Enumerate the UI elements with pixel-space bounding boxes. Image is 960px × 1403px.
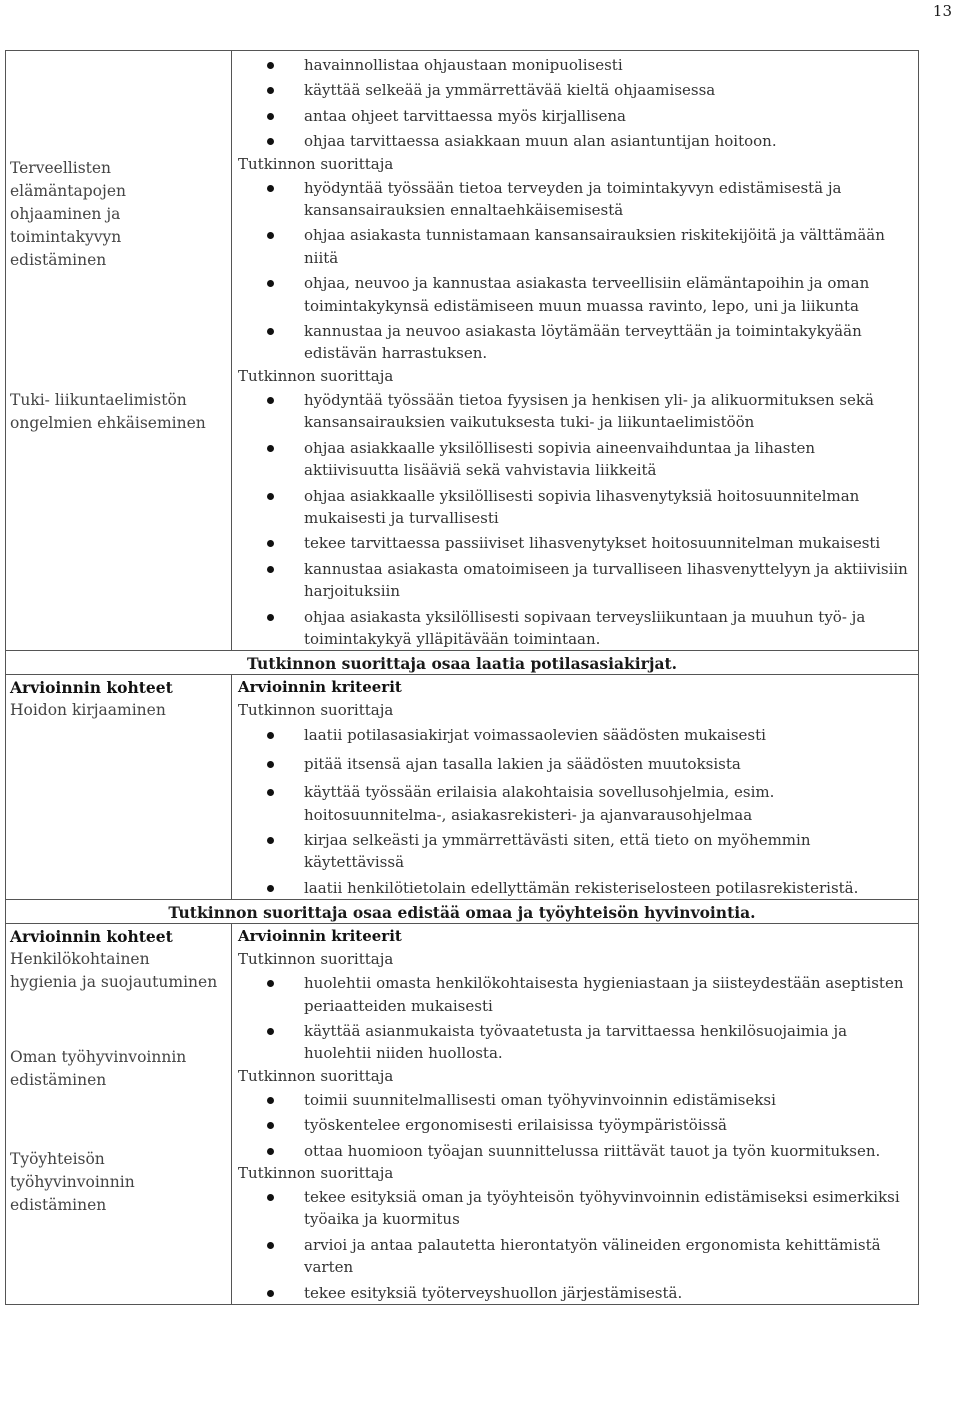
list-item: laatii henkilötietolain edellyttämän rekisteriselosteen potilasrekisteristä.	[238, 877, 914, 899]
spacer	[10, 272, 227, 389]
list-item: hyödyntää työssään tietoa fyysisen ja henkisen yli- ja alikuormituksen sekä kansansairauksien vaikutuksesta tuki- ja liikuntaelimistöön	[238, 389, 914, 434]
label-oma-tyohyvinvointi: Oman työhyvinvoinnin edistäminen	[10, 1048, 187, 1090]
list-item: havainnollistaa ohjaustaan monipuolisesti	[238, 54, 914, 76]
list-tuki	[238, 389, 914, 650]
list-item: huolehtii omasta henkilökohtaisesta hygieniastaan ja siisteydestään aseptisten periaatteiden mukaisesti	[238, 972, 914, 1017]
right-column-hyvinvointi	[232, 924, 918, 1304]
left-column-hyvinvointi	[6, 924, 232, 1304]
label-tuki: Tuki- liikuntaelimistön ongelmien ehkäiseminen	[10, 391, 206, 432]
right-column-kirjaaminen	[232, 675, 918, 899]
list-item: ohjaa asiakasta yksilöllisesti sopivaan terveysliikuntaan ja muuhun työ- ja toimintakykyä ylläpitävään toimintaan.	[238, 606, 914, 651]
list-item: käyttää asianmukaista työvaatetusta ja tarvittaessa henkilösuojaimia ja huolehtii niiden huollosta.	[238, 1020, 914, 1065]
spacer	[10, 1092, 227, 1148]
list-item: käyttää työssään erilaisia alakohtaisia sovellusohjelmia, esim. hoitosuunnitelma-, asiakasrekisteri- ja ajanvarausohjelmaa	[238, 781, 914, 826]
list-item: kirjaa selkeästi ja ymmärrettävästi siten, että tieto on myöhemmin käytettävissä	[238, 829, 914, 874]
criteria-row-health	[6, 51, 918, 650]
list-item: ohjaa asiakkaalle yksilöllisesti sopivia aineenvaihduntaa ja lihasten aktiivisuutta lisääviä sekä vahvistavia liikkeitä	[238, 437, 914, 482]
list-item: ohjaa asiakkaalle yksilöllisesti sopivia lihasvenytyksiä hoitosuunnitelman mukaisesti ja turvallisesti	[238, 485, 914, 530]
list-item: tekee esityksiä oman ja työyhteisön työhyvinvoinnin edistämiseksi esimerkiksi työaika ja kuormitus	[238, 1186, 914, 1231]
list-item: työskentelee ergonomisesti erilaisissa työympäristöissä	[238, 1114, 914, 1136]
list-item: toimii suunnitelmallisesti oman työhyvinvoinnin edistämiseksi	[238, 1089, 914, 1111]
list-hygienia	[238, 972, 914, 1065]
list-tyoyhteiso	[238, 1186, 914, 1304]
left-column-health	[6, 51, 232, 650]
sub-oma-tyohyvinvointi: Tutkinnon suorittaja	[238, 1066, 394, 1085]
column-header-kriteerit: Arvioinnin kriteerit	[238, 927, 402, 946]
criteria-row-kirjaaminen	[6, 674, 918, 899]
list-item: ottaa huomioon työajan suunnittelussa riittävät tauot ja työn kuormituksen.	[238, 1140, 914, 1162]
list-item: ohjaa tarvittaessa asiakkaan muun alan asiantuntijan hoitoon.	[238, 130, 914, 152]
list-item: käyttää selkeää ja ymmärrettävää kieltä ohjaamisessa	[238, 79, 914, 101]
list-item: tekee esityksiä työterveyshuollon järjestämisestä.	[238, 1282, 914, 1304]
list-item: ohjaa, neuvoo ja kannustaa asiakasta terveellisiin elämäntapoihin ja oman toimintakykynsä edistämiseen muun muassa ravinto, lepo, uni ja liikunta	[238, 272, 914, 317]
list-item: tekee tarvittaessa passiiviset lihasvenytykset hoitosuunnitelman mukaisesti	[238, 532, 914, 554]
list-kirjaaminen	[238, 724, 914, 899]
list-item: antaa ohjeet tarvittaessa myös kirjallisena	[238, 105, 914, 127]
label-hoidon-kirjaaminen: Hoidon kirjaaminen	[10, 701, 166, 720]
column-header-kriteerit: Arvioinnin kriteerit	[238, 678, 402, 697]
list-terveelliset	[238, 177, 914, 365]
assessment-table	[5, 50, 919, 1305]
list-top	[238, 54, 914, 153]
section-heading-potilasasiakirjat: Tutkinnon suorittaja osaa laatia potilasasiakirjat.	[246, 654, 678, 674]
label-hygienia: Henkilökohtainen hygienia ja suojautuminen	[10, 950, 218, 992]
list-item: laatii potilasasiakirjat voimassaolevien säädösten mukaisesti	[238, 724, 914, 746]
sub-tyoyhteiso: Tutkinnon suorittaja	[238, 1164, 394, 1183]
label-tyoyhteiso: Työyhteisön työhyvinvoinnin edistäminen	[10, 1150, 135, 1215]
section-heading-hyvinvointi: Tutkinnon suorittaja osaa edistää omaa ja työyhteisön hyvinvointia.	[168, 903, 756, 923]
sub-tuki: Tutkinnon suorittaja	[238, 366, 394, 385]
criteria-row-hyvinvointi	[6, 923, 918, 1304]
sub-terveelliset: Tutkinnon suorittaja	[238, 154, 394, 173]
column-header-kohteet: Arvioinnin kohteet	[10, 927, 173, 947]
spacer	[10, 994, 227, 1046]
list-item: ohjaa asiakasta tunnistamaan kansansairauksien riskitekijöitä ja välttämään niitä	[238, 224, 914, 269]
sub-kirjaaminen: Tutkinnon suorittaja	[238, 701, 394, 720]
heading-row-hyvinvointi	[6, 899, 918, 923]
column-header-kohteet: Arvioinnin kohteet	[10, 678, 173, 698]
list-item: pitää itsensä ajan tasalla lakien ja säädösten muutoksista	[238, 753, 914, 775]
heading-row-potilasasiakirjat	[6, 650, 918, 674]
list-item: kannustaa ja neuvoo asiakasta löytämään terveyttään ja toimintakykyään edistävän harrastuksen.	[238, 320, 914, 365]
right-column-health	[232, 51, 918, 650]
label-terveelliset: Terveellisten elämäntapojen ohjaaminen ja toimintakyvyn edistäminen	[10, 159, 126, 269]
sub-hygienia: Tutkinnon suorittaja	[238, 950, 394, 969]
list-item: kannustaa asiakasta omatoimiseen ja turvalliseen lihasvenyttelyyn ja aktiivisiin harjoituksiin	[238, 558, 914, 603]
list-oma-tyohyvinvointi	[238, 1089, 914, 1162]
page-number: 13	[932, 2, 952, 20]
left-column-kirjaaminen	[6, 675, 232, 899]
list-item: arvioi ja antaa palautetta hierontatyön välineiden ergonomista kehittämistä varten	[238, 1234, 914, 1279]
spacer	[10, 52, 227, 157]
list-item: hyödyntää työssään tietoa terveyden ja toimintakyvyn edistämisestä ja kansansairauksien ennaltaehkäisemisestä	[238, 177, 914, 222]
